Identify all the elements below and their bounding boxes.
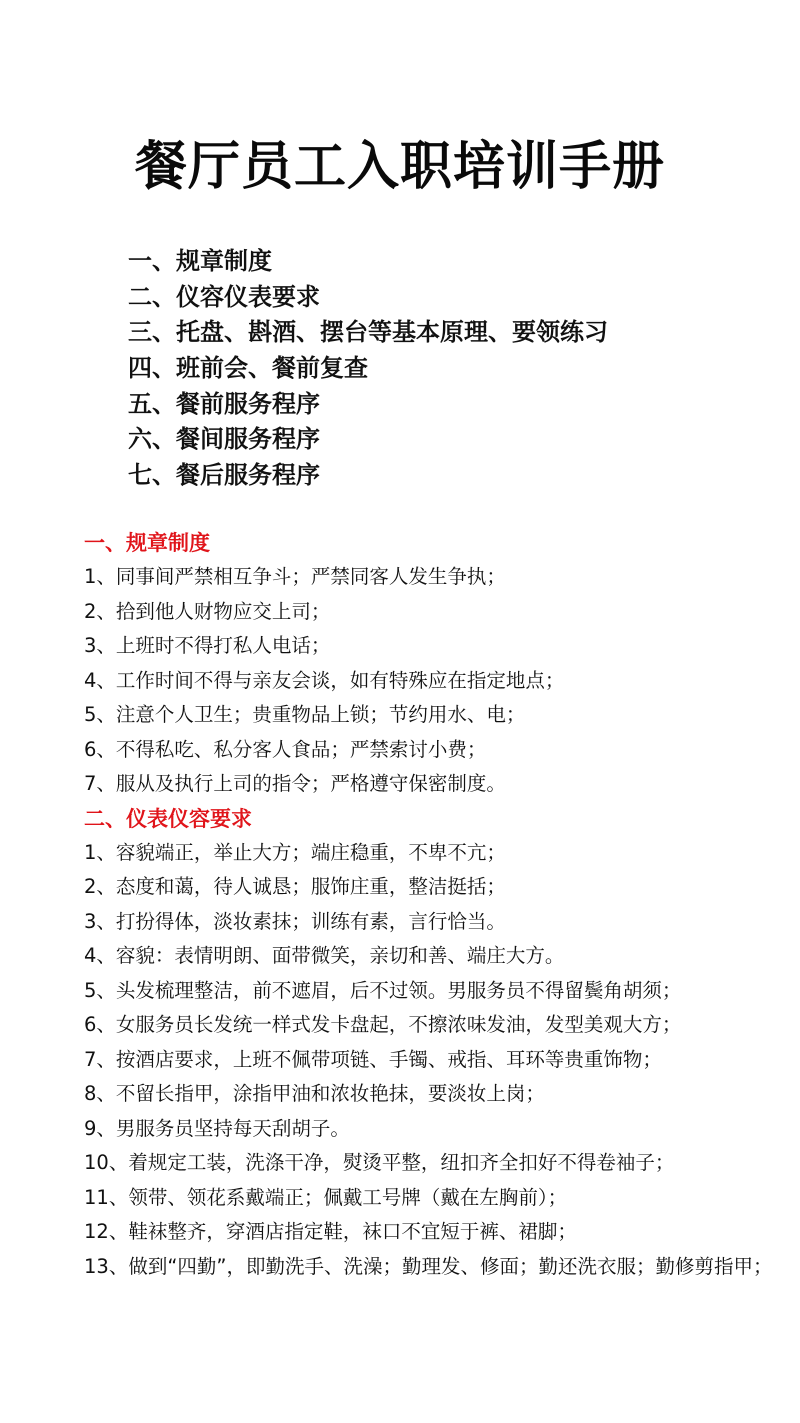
list-item: 2、拾到他人财物应交上司； <box>84 599 331 623</box>
list-item: 1、同事间严禁相互争斗；严禁同客人发生争执； <box>84 565 506 588</box>
section-heading: 二、仪表仪容要求 <box>84 806 252 831</box>
toc-item: 四、班前会、餐前复查 <box>128 354 368 383</box>
list-item: 4、容貌：表情明朗、面带微笑，亲切和善、端庄大方。 <box>84 944 565 967</box>
list-item: 8、不留长指甲，涂指甲油和浓妆艳抹，要淡妆上岗； <box>84 1082 545 1105</box>
list-item: 6、女服务员长发统一样式发卡盘起，不擦浓味发油，发型美观大方； <box>84 1013 682 1036</box>
section-item-list <box>84 560 784 802</box>
list-item: 9、男服务员坚持每天刮胡子。 <box>84 1116 350 1140</box>
list-item: 7、服从及执行上司的指令；严格遵守保密制度。 <box>84 772 506 795</box>
toc-item: 一、规章制度 <box>128 247 272 275</box>
section-appearance <box>84 802 784 1285</box>
list-item: 4、工作时间不得与亲友会谈，如有特殊应在指定地点； <box>84 668 565 692</box>
toc-item: 五、餐前服务程序 <box>128 389 320 418</box>
list-item: 5、注意个人卫生；贵重物品上锁；节约用水、电； <box>84 703 526 726</box>
list-item: 2、态度和蔼，待人诚恳；服饰庄重，整洁挺括； <box>84 875 506 898</box>
toc-item: 七、餐后服务程序 <box>128 461 320 490</box>
document-body <box>84 526 784 1284</box>
toc-item: 二、仪容仪表要求 <box>128 282 320 311</box>
section-rules <box>84 526 784 802</box>
list-item: 5、头发梳理整洁，前不遮眉，后不过领。男服务员不得留鬓角胡须； <box>84 978 682 1002</box>
list-item: 1、容貌端正，举止大方；端庄稳重，不卑不亢； <box>84 840 506 864</box>
list-item: 7、按酒店要求，上班不佩带项链、手镯、戒指、耳环等贵重饰物； <box>84 1047 662 1071</box>
toc-item: 三、托盘、斟酒、摆台等基本原理、要领练习 <box>128 318 608 347</box>
section-item-list <box>84 836 784 1285</box>
list-item: 11、领带、领花系戴端正；佩戴工号牌（戴在左胸前）； <box>84 1185 568 1209</box>
list-item: 3、打扮得体，淡妆素抹；训练有素，言行恰当。 <box>84 909 506 933</box>
list-item: 10、着规定工装，洗涤干净，熨烫平整，纽扣齐全扣好不得卷袖子； <box>84 1151 675 1174</box>
list-item: 12、鞋袜整齐，穿酒店指定鞋，袜口不宜短于裤、裙脚； <box>84 1220 577 1243</box>
list-item: 13、做到“四勤”，即勤洗手、洗澡；勤理发、修面；勤还洗衣服；勤修剪指甲； <box>84 1254 773 1278</box>
list-item: 3、上班时不得打私人电话； <box>84 634 331 657</box>
table-of-contents <box>128 244 608 494</box>
section-heading: 一、规章制度 <box>84 531 210 555</box>
page-title: 餐厅员工入职培训手册 <box>134 136 665 197</box>
toc-item: 六、餐间服务程序 <box>128 425 320 454</box>
list-item: 6、不得私吃、私分客人食品；严禁索讨小费； <box>84 737 487 761</box>
